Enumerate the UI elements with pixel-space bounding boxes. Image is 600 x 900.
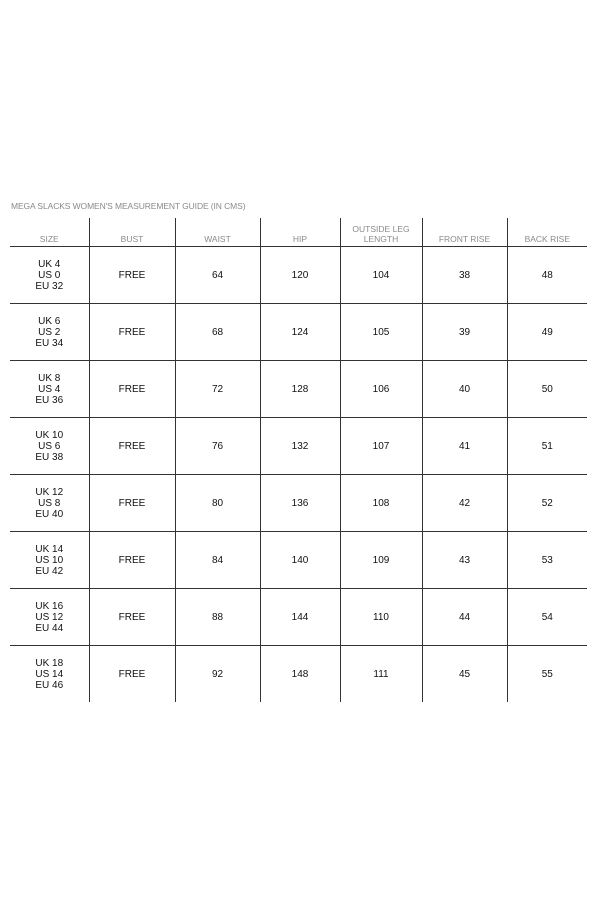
waist-cell: 64 — [175, 247, 260, 304]
guide-title: MEGA SLACKS WOMEN'S MEASUREMENT GUIDE (IN CMS) — [11, 201, 246, 211]
size-uk: UK 8 — [38, 372, 61, 384]
size-eu: EU 32 — [35, 280, 64, 292]
front-rise-cell: 42 — [422, 475, 507, 532]
bust-cell: FREE — [89, 304, 175, 361]
size-us: US 12 — [35, 611, 64, 623]
front-rise-cell: 44 — [422, 589, 507, 646]
back-rise-cell: 49 — [507, 304, 587, 361]
bust-cell: FREE — [89, 418, 175, 475]
header-row — [10, 218, 587, 247]
size-us: US 0 — [38, 269, 61, 281]
column-header-bust: BUST — [89, 218, 175, 247]
outside-leg-cell: 106 — [340, 361, 422, 418]
front-rise-cell: 40 — [422, 361, 507, 418]
back-rise-cell: 54 — [507, 589, 587, 646]
size-uk: UK 14 — [35, 543, 64, 555]
hip-cell: 148 — [260, 646, 340, 703]
outside-leg-cell: 104 — [340, 247, 422, 304]
size-cell — [10, 361, 89, 418]
front-rise-cell: 45 — [422, 646, 507, 703]
back-rise-cell: 50 — [507, 361, 587, 418]
size-cell — [10, 532, 89, 589]
size-uk: UK 4 — [38, 258, 61, 270]
outside-leg-cell: 107 — [340, 418, 422, 475]
size-cell — [10, 589, 89, 646]
size-us: US 6 — [38, 440, 61, 452]
waist-cell: 84 — [175, 532, 260, 589]
back-rise-cell: 52 — [507, 475, 587, 532]
size-eu: EU 40 — [35, 508, 64, 520]
size-eu: EU 38 — [35, 451, 64, 463]
size-eu: EU 36 — [35, 394, 64, 406]
hip-cell: 144 — [260, 589, 340, 646]
hip-cell: 120 — [260, 247, 340, 304]
table-row — [10, 361, 587, 418]
waist-cell: 88 — [175, 589, 260, 646]
size-cell — [10, 418, 89, 475]
outside-leg-cell: 105 — [340, 304, 422, 361]
table-row — [10, 475, 587, 532]
size-eu: EU 46 — [35, 679, 64, 691]
table-row — [10, 247, 587, 304]
bust-cell: FREE — [89, 646, 175, 703]
size-us: US 14 — [35, 668, 64, 680]
size-uk: UK 18 — [35, 657, 64, 669]
table-row — [10, 532, 587, 589]
size-us: US 8 — [38, 497, 61, 509]
table-row — [10, 304, 587, 361]
bust-cell: FREE — [89, 361, 175, 418]
column-header-size: SIZE — [10, 218, 89, 247]
bust-cell: FREE — [89, 475, 175, 532]
outside-leg-cell: 108 — [340, 475, 422, 532]
back-rise-cell: 48 — [507, 247, 587, 304]
size-cell — [10, 646, 89, 703]
outside-leg-cell: 109 — [340, 532, 422, 589]
size-uk: UK 6 — [38, 315, 61, 327]
front-rise-cell: 43 — [422, 532, 507, 589]
size-cell — [10, 304, 89, 361]
outside-leg-cell: 110 — [340, 589, 422, 646]
measurement-table — [10, 218, 587, 702]
bust-cell: FREE — [89, 247, 175, 304]
size-us: US 2 — [38, 326, 61, 338]
back-rise-cell: 53 — [507, 532, 587, 589]
size-us: US 10 — [35, 554, 64, 566]
column-header-front-rise: FRONT RISE — [422, 218, 507, 247]
bust-cell: FREE — [89, 589, 175, 646]
hip-cell: 140 — [260, 532, 340, 589]
hip-cell: 124 — [260, 304, 340, 361]
waist-cell: 76 — [175, 418, 260, 475]
column-header-waist: WAIST — [175, 218, 260, 247]
front-rise-cell: 38 — [422, 247, 507, 304]
column-header-outside-leg-length: OUTSIDE LEG LENGTH — [340, 218, 422, 247]
column-header-back-rise: BACK RISE — [507, 218, 587, 247]
hip-cell: 132 — [260, 418, 340, 475]
size-uk: UK 10 — [35, 429, 64, 441]
waist-cell: 92 — [175, 646, 260, 703]
table-row — [10, 418, 587, 475]
outside-leg-cell: 111 — [340, 646, 422, 703]
size-eu: EU 42 — [35, 565, 64, 577]
table-row — [10, 589, 587, 646]
size-cell — [10, 475, 89, 532]
size-uk: UK 12 — [35, 486, 64, 498]
hip-cell: 136 — [260, 475, 340, 532]
waist-cell: 80 — [175, 475, 260, 532]
size-eu: EU 34 — [35, 337, 64, 349]
back-rise-cell: 51 — [507, 418, 587, 475]
column-header-hip: HIP — [260, 218, 340, 247]
waist-cell: 68 — [175, 304, 260, 361]
table-row — [10, 646, 587, 703]
size-us: US 4 — [38, 383, 61, 395]
front-rise-cell: 39 — [422, 304, 507, 361]
bust-cell: FREE — [89, 532, 175, 589]
size-uk: UK 16 — [35, 600, 64, 612]
waist-cell: 72 — [175, 361, 260, 418]
hip-cell: 128 — [260, 361, 340, 418]
size-cell — [10, 247, 89, 304]
back-rise-cell: 55 — [507, 646, 587, 703]
front-rise-cell: 41 — [422, 418, 507, 475]
size-eu: EU 44 — [35, 622, 64, 634]
